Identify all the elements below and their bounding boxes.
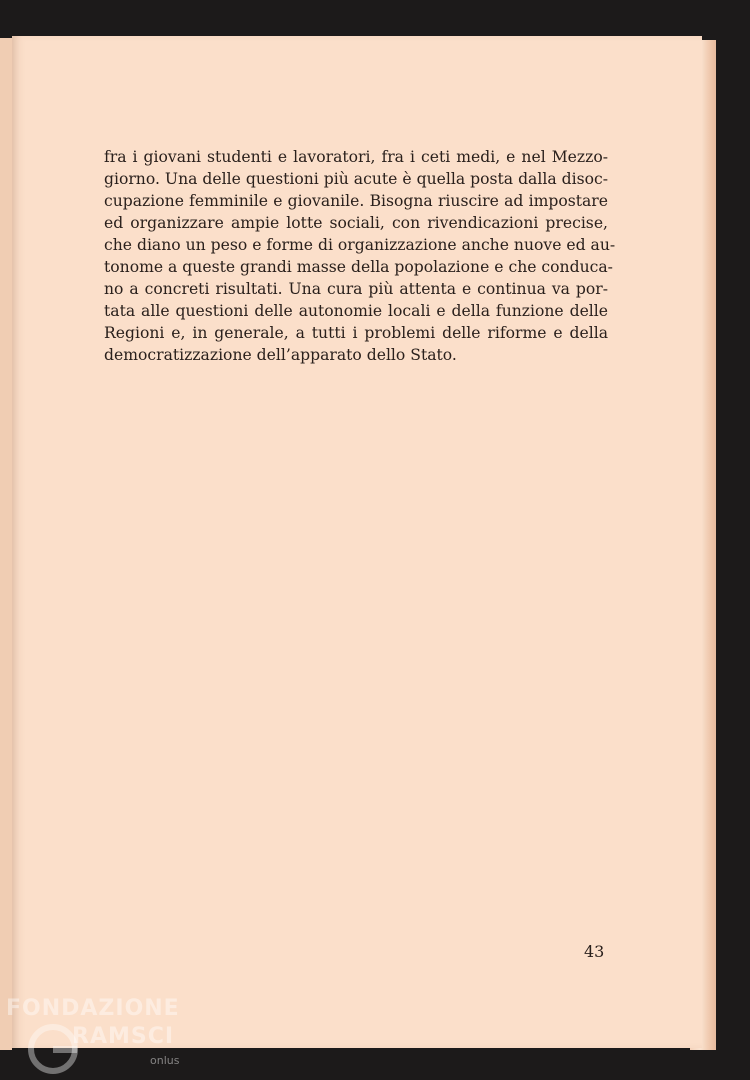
text-line: tonome a queste grandi masse della popolazione e che conduca- — [104, 258, 613, 276]
text-line: no a concreti risultati. Una cura più attenta e continua va por- — [104, 280, 608, 298]
text-line: Regioni e, in generale, a tutti i problemi delle riforme e della — [104, 324, 608, 342]
page-number: 43 — [584, 942, 605, 961]
watermark-onlus: onlus — [150, 1054, 180, 1067]
body-paragraph — [104, 146, 616, 366]
text-line: fra i giovani studenti e lavoratori, fra i ceti medi, e nel Mezzo- — [104, 148, 608, 166]
book-page — [12, 36, 702, 1048]
text-line: tata alle questioni delle autonomie locali e della funzione delle — [104, 302, 608, 320]
left-page-edge — [0, 38, 12, 1050]
watermark-line2: RAMSCI — [72, 1024, 175, 1049]
fondazione-gramsci-watermark — [0, 994, 200, 1080]
text-line: ed organizzare ampie lotte sociali, con rivendicazioni precise, — [104, 214, 608, 232]
text-line: giorno. Una delle questioni più acute è quella posta dalla disoc- — [104, 170, 608, 188]
text-line: democratizzazione dell’apparato dello Stato. — [104, 346, 457, 364]
text-line: che diano un peso e forme di organizzazione anche nuove ed au- — [104, 236, 616, 254]
text-line: cupazione femminile e giovanile. Bisogna riuscire ad impostare — [104, 192, 608, 210]
watermark-line1: FONDAZIONE — [6, 996, 180, 1021]
